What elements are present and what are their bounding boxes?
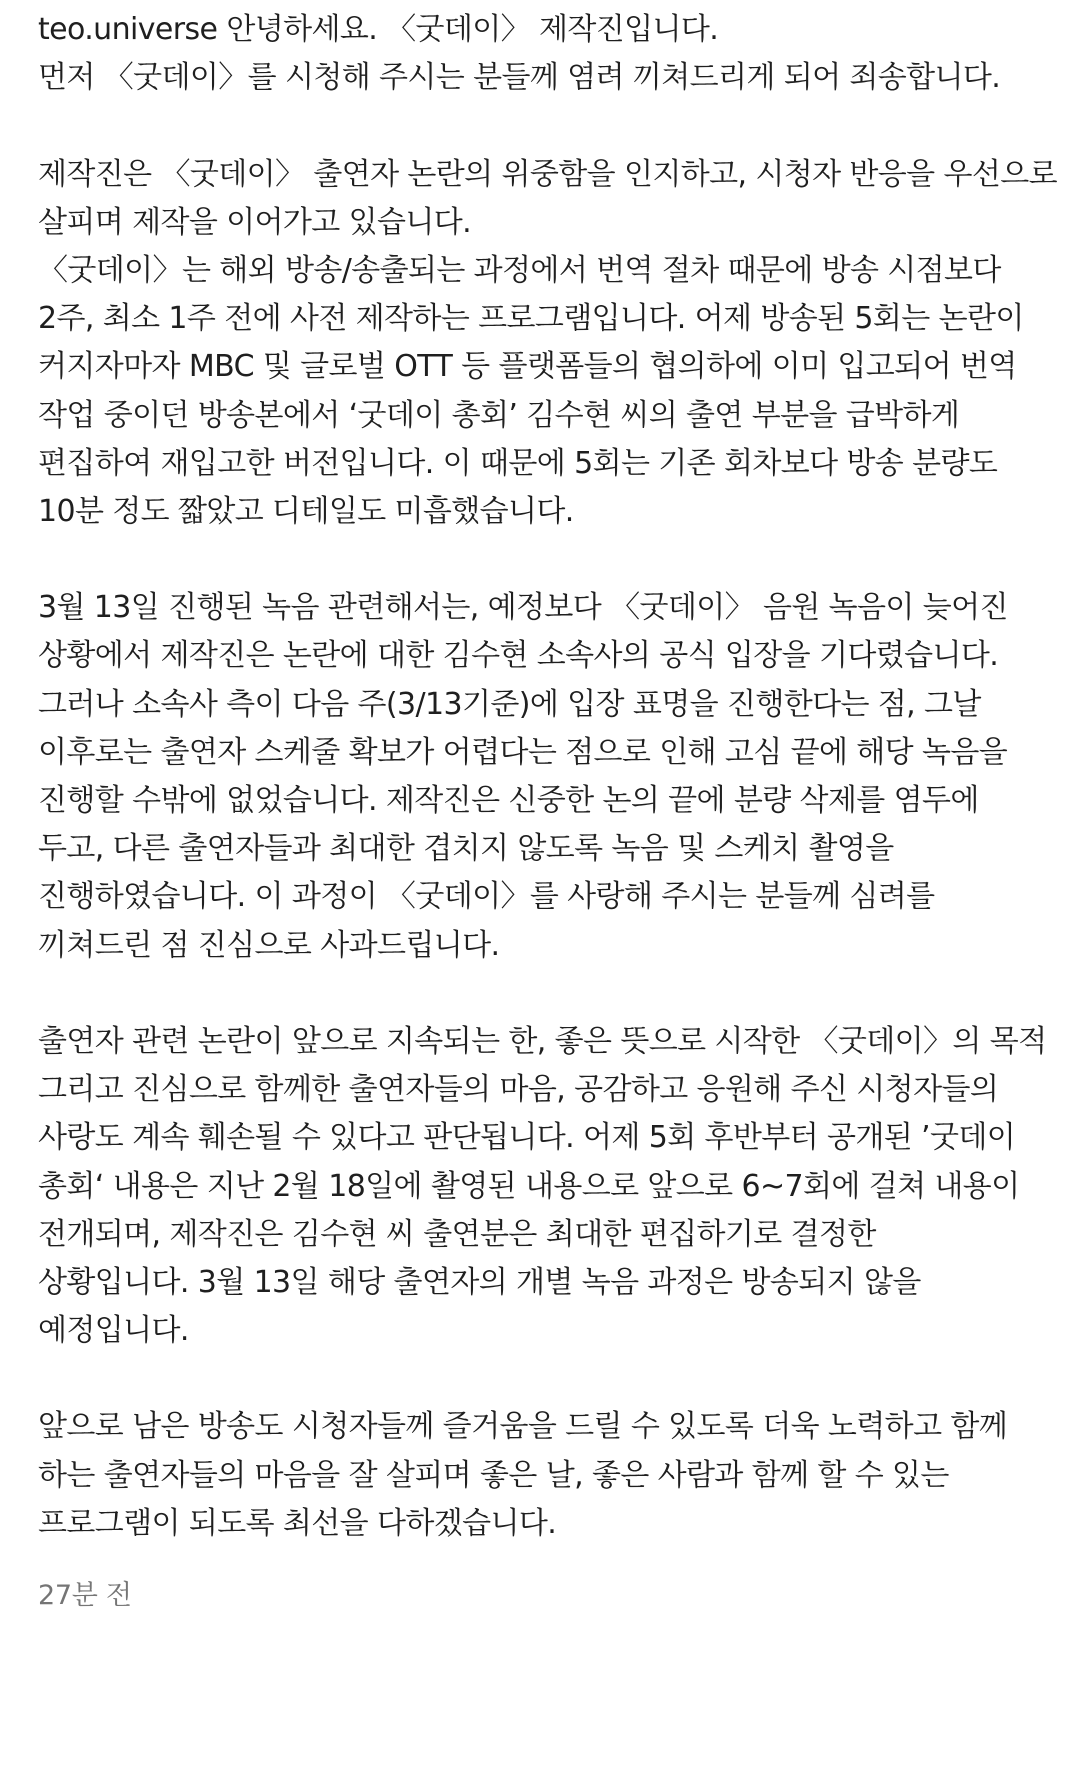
comment-line: 하는 출연자들의 마음을 잘 살피며 좋은 날, 좋은 사람과 함께 할 수 있는 (38, 1457, 949, 1493)
comment-line: 앞으로 남은 방송도 시청자들께 즐거움을 드릴 수 있도록 더욱 노력하고 함께 (38, 1409, 1008, 1445)
paragraph-gap (38, 1355, 1058, 1403)
comment-line: 3월 13일 진행된 녹음 관련해서는, 예정보다 〈굿데이〉 음원 녹음이 늦어진 (38, 590, 1008, 626)
comment-line: 이후로는 출연자 스케줄 확보가 어렵다는 점으로 인해 고심 끝에 해당 녹음을 (38, 734, 1008, 770)
paragraph-gap (38, 102, 1058, 150)
comment-body (38, 6, 1058, 1620)
paragraph-gap (38, 970, 1058, 1018)
comment-paragraphs (38, 54, 1058, 1548)
comment-line: 전개되며, 제작진은 김수현 씨 출연분은 최대한 편집하기로 결정한 (38, 1216, 876, 1252)
comment-line: 상황입니다. 3월 13일 해당 출연자의 개별 녹음 과정은 방송되지 않을 (38, 1264, 921, 1300)
comment-line: 출연자 관련 논란이 앞으로 지속되는 한, 좋은 뜻으로 시작한 〈굿데이〉의 목적 (38, 1023, 1047, 1059)
comment-author[interactable]: teo.universe (38, 12, 218, 47)
comment-line: 상황에서 제작진은 논란에 대한 김수현 소속사의 공식 입장을 기다렸습니다. (38, 638, 999, 674)
comment-line: 커지자마자 MBC 및 글로벌 OTT 등 플랫폼들의 협의하에 이미 입고되어 번역 (38, 349, 1017, 385)
comment-timestamp: 27분 전 (38, 1580, 132, 1611)
comment-line: 먼저 〈굿데이〉를 시청해 주시는 분들께 염려 끼쳐드리게 되어 죄송합니다. (38, 60, 1001, 96)
comment-line: 예정입니다. (38, 1313, 189, 1349)
comment-line: 제작진은 〈굿데이〉 출연자 논란의 위중함을 인지하고, 시청자 반응을 우선으로 (38, 156, 1058, 192)
comment-line: 살피며 제작을 이어가고 있습니다. (38, 204, 472, 240)
comment-line: 총회‘ 내용은 지난 2월 18일에 촬영된 내용으로 앞으로 6~7회에 걸쳐 내용이 (38, 1168, 1020, 1204)
comment-line: 진행하였습니다. 이 과정이 〈굿데이〉를 사랑해 주시는 분들께 심려를 (38, 879, 935, 915)
comment-line: 〈굿데이〉는 해외 방송/송출되는 과정에서 번역 절차 때문에 방송 시점보다 (38, 252, 1001, 288)
comment-line: 그리고 진심으로 함께한 출연자들의 마음, 공감하고 응원해 주신 시청자들의 (38, 1072, 999, 1108)
comment-line: 편집하여 재입고한 버전입니다. 이 때문에 5회는 기존 회차보다 방송 분량도 (38, 445, 998, 481)
comment-line: 끼쳐드린 점 진심으로 사과드립니다. (38, 927, 500, 963)
comment-line: 프로그램이 되도록 최선을 다하겠습니다. (38, 1505, 557, 1541)
comment-line: 두고, 다른 출연자들과 최대한 겹치지 않도록 녹음 및 스케치 촬영을 (38, 831, 894, 867)
paragraph-gap (38, 536, 1058, 584)
comment-line: 진행할 수밖에 없었습니다. 제작진은 신중한 논의 끝에 분량 삭제를 염두에 (38, 783, 979, 818)
comment-line: 10분 정도 짧았고 디테일도 미흡했습니다. (38, 493, 574, 529)
comment-line: 2주, 최소 1주 전에 사전 제작하는 프로그램입니다. 어제 방송된 5회는 논란이 (38, 301, 1024, 337)
comment-first-line (38, 6, 1058, 54)
comment-line: 작업 중이던 방송본에서 ‘굿데이 총회’ 김수현 씨의 출연 부분을 급박하게 (38, 397, 960, 433)
comment-line: 사랑도 계속 훼손될 수 있다고 판단됩니다. 어제 5회 후반부터 공개된 ’굿데이 (38, 1120, 1016, 1156)
comment-line: 그러나 소속사 측이 다음 주(3/13기준)에 입장 표명을 진행한다는 점, 그날 (38, 686, 981, 722)
comment-first-line-text: 안녕하세요. 〈굿데이〉 제작진입니다. (226, 12, 719, 47)
